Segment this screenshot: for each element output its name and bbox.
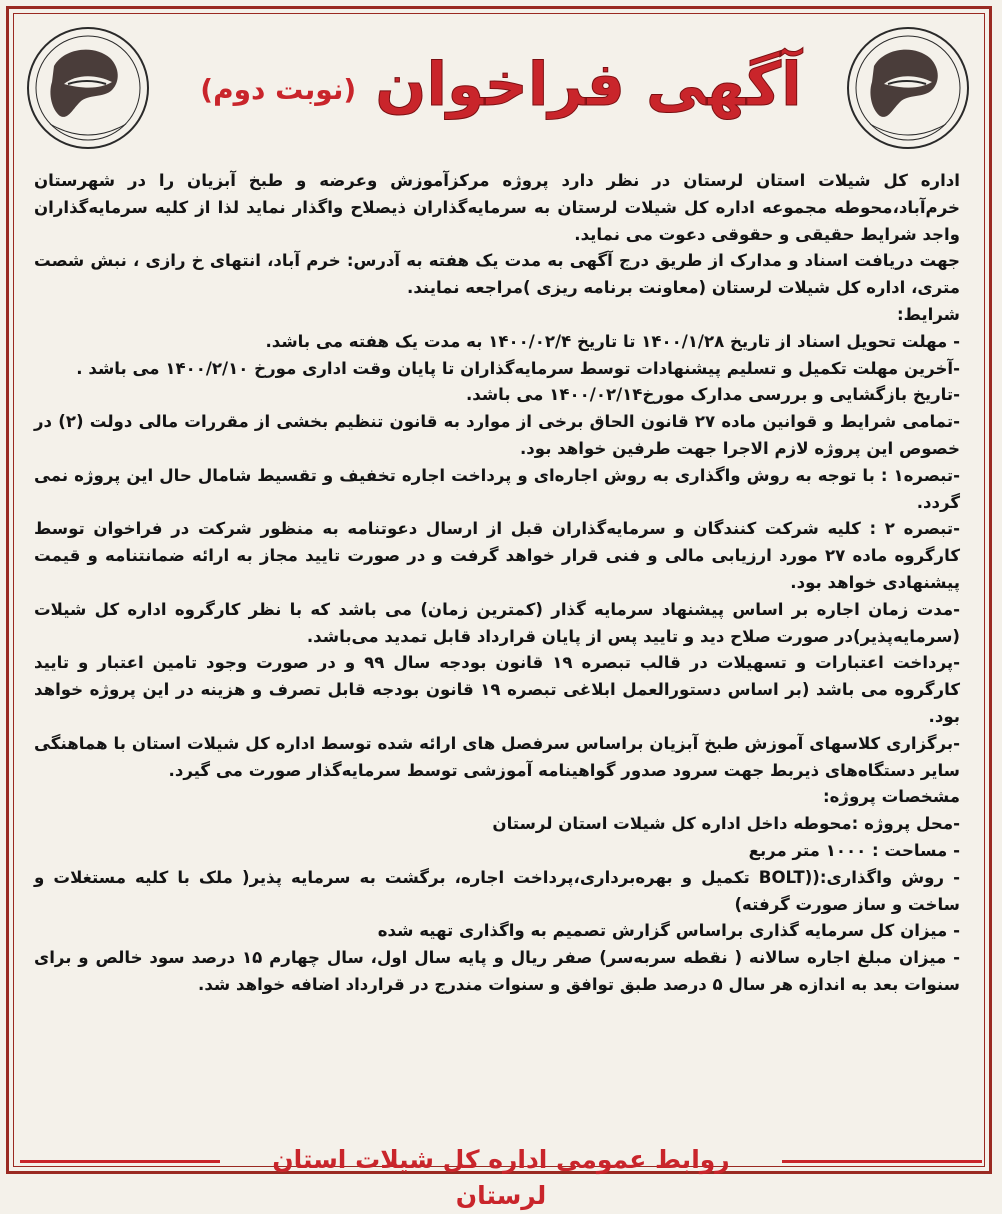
notice-body	[34, 168, 960, 1108]
notice-title: آگهی فراخوان	[375, 50, 802, 120]
footer-rule-right	[782, 1160, 982, 1163]
conditions-heading: شرایط:	[897, 304, 960, 324]
intro-paragraph: اداره کل شیلات استان لرستان در نظر دارد پروژه مرکزآموزش وعرضه و طبخ آبزیان را در شهرستان خرم‌آباد،محوطه مجموعه اداره کل شیلات لرستان به سرمایه‌گذاران ذیصلاح واگذار نماید لذا از کلیه سرمایه‌گذاران واجد شرایط حقیقی و حقوقی دعوت می نماید.	[34, 171, 960, 244]
condition-item: -تمامی شرایط و قوانین ماده ۲۷ قانون الحاق برخی از موارد به قانون تنظیم بخشی از مقررات مالی دولت (۲) در خصوص این پروژه لازم الاجرا جهت طرفین خواهد بود.	[34, 412, 960, 458]
condition-item: -مدت زمان اجاره بر اساس پیشنهاد سرمایه گذار (کمترین زمان) می باشد که با نظر کارگروه اداره کل شیلات (سرمایه‌پذیر)در صورت صلاح دید و تایید پس از پایان قرارداد قابل تمدید می‌باشد.	[34, 599, 960, 646]
condition-item: -تاریخ بازگشایی و بررسی مدارک مورخ۱۴۰۰/۰۲/۱۴ می باشد.	[465, 385, 960, 405]
project-specs-heading: مشخصات پروژه:	[822, 787, 960, 807]
fisheries-logo-right	[844, 24, 972, 152]
notice-header	[170, 40, 832, 130]
condition-item: -تبصره ۲ : کلیه شرکت کنندگان و سرمایه‌گذاران قبل از ارسال دعوتنامه به منظور شرکت در فراخوان توسط کارگروه ماده ۲۷ مورد ارزیابی مالی و فنی قرار خواهد گرفت و در صورت تایید مجاز به ارائه ضمانتنامه و قیمت پیشنهادی خواهد بود.	[34, 519, 960, 592]
footer	[230, 1142, 772, 1210]
condition-item: -تبصره۱ : با توجه به روش واگذاری به روش اجاره‌ای و پرداخت اجاره تخفیف و تقسیط شامال حال این پروژه نمی گردد.	[34, 465, 960, 512]
notice-subtitle: (نوبت دوم)	[200, 73, 357, 106]
condition-item: -برگزاری کلاسهای آموزش طبخ آبزیان براساس سرفصل های ارائه شده توسط اداره کل شیلات استان با هماهنگی سایر دستگاه‌های ذیربط جهت سرود صدور گواهینامه آموزشی توسط سرمایه‌گذار صورت می گیرد.	[34, 733, 960, 780]
spec-item: - روش واگذاری:((BOLT تکمیل و بهره‌برداری،پرداخت اجاره، برگشت به سرمایه پذیر( ملک با کلیه مستغلات و ساخت و ساز صورت گرفته)	[34, 867, 960, 914]
fisheries-logo-left	[24, 24, 152, 152]
documents-paragraph: جهت دریافت اسناد و مدارک از طریق درج آگهی به مدت یک هفته به آدرس: خرم آباد، انتهای خ رازی ، نبش شصت متری، اداره کل شیلات لرستان (معاونت برنامه ریزی )مراجعه نمایند.	[34, 251, 960, 298]
spec-item: - میزان کل سرمایه گذاری براساس گزارش تصمیم به واگذاری تهیه شده	[377, 921, 960, 941]
condition-item: -آخرین مهلت تکمیل و تسلیم پیشنهادات توسط سرمایه‌گذاران تا پایان وقت اداری مورخ ۱۴۰۰/۲/۱۰ می باشد .	[76, 358, 960, 378]
footer-rule-left	[20, 1160, 220, 1163]
spec-item: - مساحت : ۱۰۰۰ متر مربع	[748, 840, 960, 860]
spec-item: - میزان مبلغ اجاره سالانه ( نقطه سربه‌سر) صفر ریال و پایه سال اول، سال چهارم ۱۵ درصد سود خالص و برای سنوات بعد به اندازه هر سال ۵ درصد طبق توافق و سنوات مندرج در قرارداد اضافه خواهد شد.	[34, 948, 960, 994]
spec-item: -محل پروژه :محوطه داخل اداره کل شیلات استان لرستان	[492, 814, 960, 834]
condition-item: - مهلت تحویل اسناد از تاریخ ۱۴۰۰/۱/۲۸ تا تاریخ ۱۴۰۰/۰۲/۴ به مدت یک هفته می باشد.	[265, 331, 960, 351]
condition-item: -پرداخت اعتبارات و تسهیلات در قالب تبصره ۱۹ قانون بودجه سال ۹۹ و در صورت وجود تامین اعتبار و تایید کارگروه می باشد (بر اساس دستورالعمل ابلاغی تبصره ۱۹ قانون بودجه قابل تصرف و هزینه در این پروژه خواهد بود.	[34, 653, 961, 726]
footer-signature: روابط عمومی اداره کل شیلات استان لرستان	[272, 1145, 730, 1210]
